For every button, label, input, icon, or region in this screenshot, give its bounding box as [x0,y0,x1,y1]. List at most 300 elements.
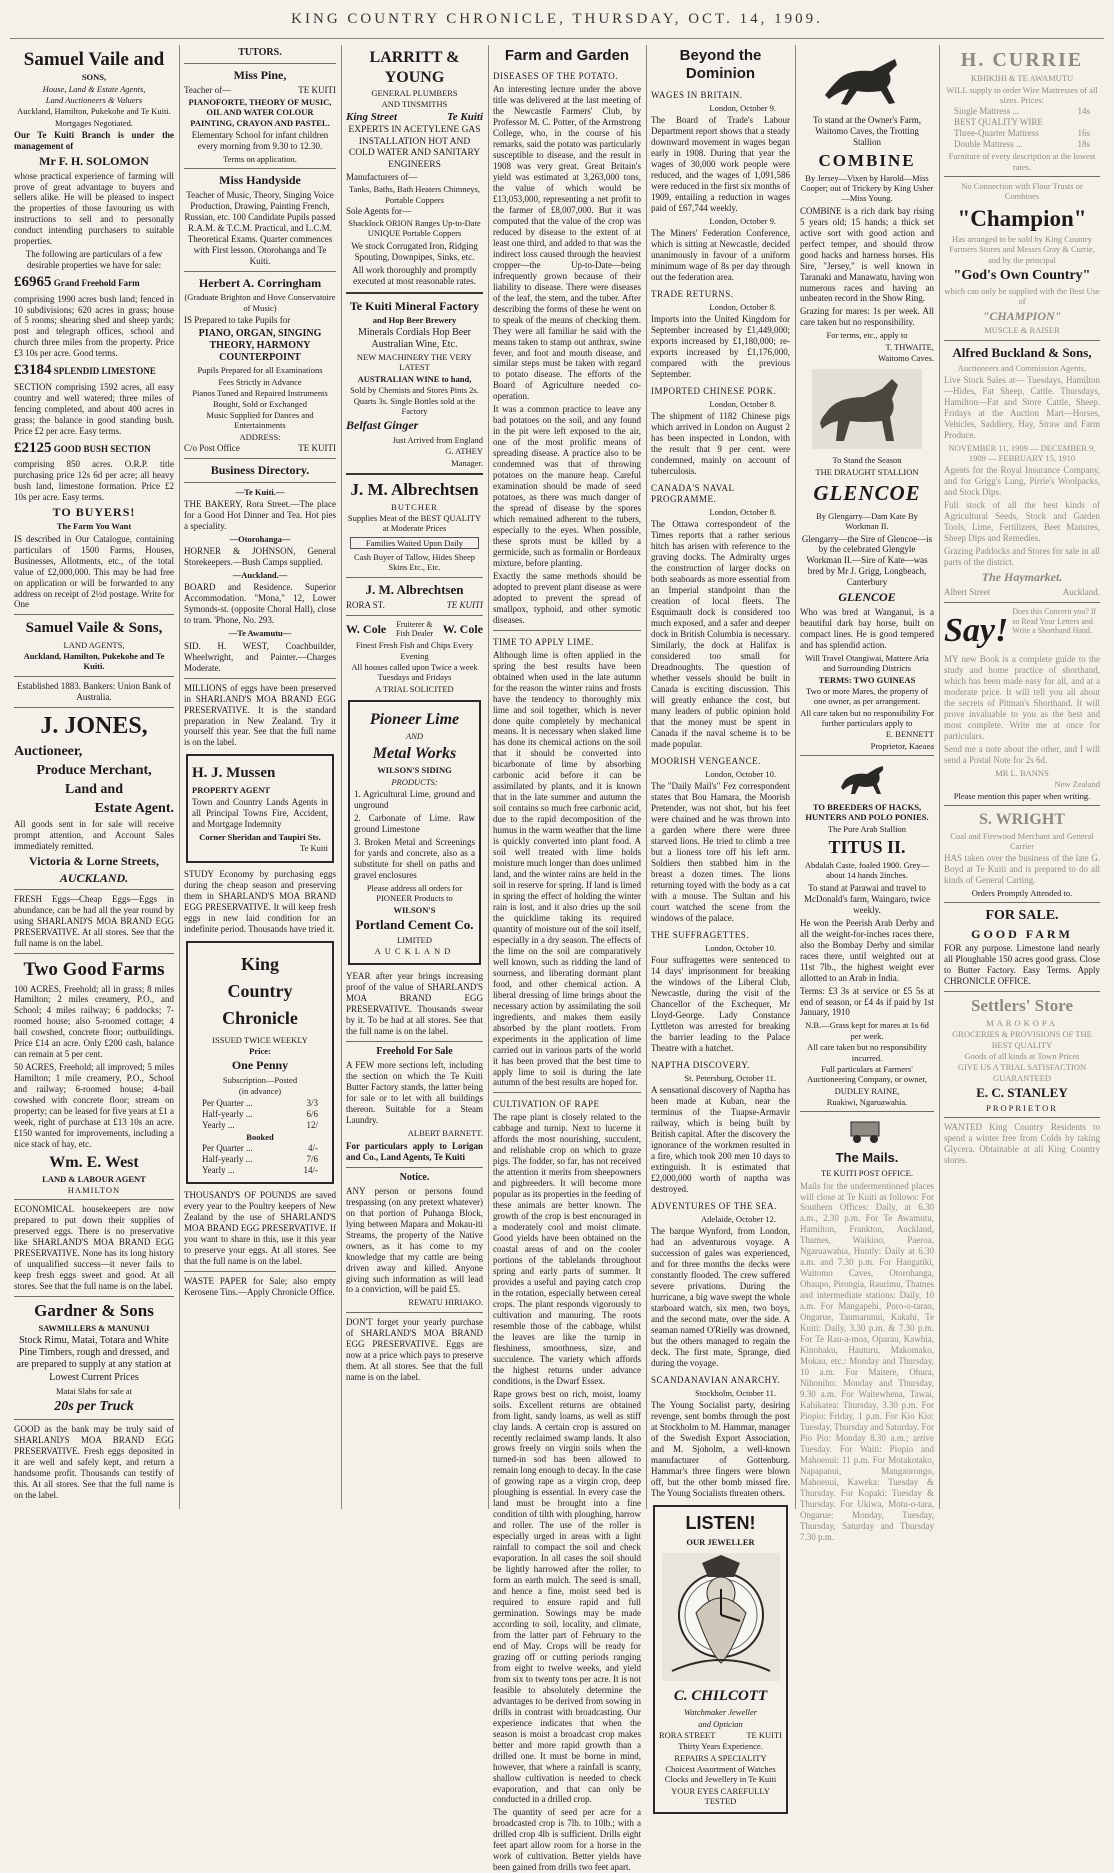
albrechtsen-cash: Cash Buyer of Tallow, Hides Sheep Skins Etc., Etc. [354,552,475,573]
rate-label: Three-Quarter Mattress [954,128,1039,139]
banns-place: New Zealand [1054,779,1100,790]
news-body: The Young Socialist party, desiring revenge, sent bombs through the post at Stockholm to M. Hammar, manager of the Swedish Export Association, and M. Sjoholm, a well-known manufacturer of Gottenburg. Hammar's three fingers were blown off, but the other bomb missed fire. The Young Socialists threaten others. [651,1400,790,1498]
arab-horse-icon [837,762,897,796]
corringham-music: Music Supplied for Dances and Entertainments [206,409,314,431]
larritt-sub1: GENERAL PLUMBERS [371,88,458,99]
news-date: London, October 8. [709,398,776,409]
combine-stand: To stand at the Owner's Farm, Waitomo Caves, the Trotting Stallion [813,115,921,147]
sec-auckland: —Auckland.— [232,570,288,581]
cole-body: Finest Fresh Fish and Chips Every Evening [355,640,474,661]
kc-booked: Booked [246,1131,274,1142]
p3-head: GOOD BUSH SECTION [53,443,151,454]
cole-left: W. Cole [346,622,387,637]
gardner-price: 20s per Truck [54,1399,134,1415]
buckland-body: Live Stock Sales at— Tuesdays, Hamilton—Hides, Fat Sheep, Cattle. Thursdays, Hamilton—Fat and Store Cattle, Sheep. Fridays at the Auction Mart—Horses, Vehicles, Saddlery, Hay, Straw and Farm Produce. [944,374,1100,440]
good-body: GOOD as the bank may be truly said of SHARLAND'S MOA BRAND EGG PRESERVATIVE. Fresh eggs deposited in it are well and safely kept, and return a handsome profit. Thousands can testify of this. At all stores. See that the full name is on the label. [14,1424,174,1501]
news-head: CANADA'S NAVAL PROGRAMME. [651,483,735,505]
sec-tekuiti: —Te Kuiti.— [235,486,285,497]
news-body: The barque Wynford, from London, had an adventurous voyage. A succession of gales was experienced, and for three months the decks were constantly flooded. The crew suffered severe privations. During the hurricane, a big wave swept the whole starboard watch, six men, two boys, and the second mate, over the side. A seaman named O'Rielly was drowned, but the others managed to regain the deck. The first mate, Sprange, died during the voyage. [651,1226,790,1368]
econ-body: ECONOMICAL housekeepers are now prepared to put down their supplies of preserved eggs. There is no preservative like SHARLAND'S MOA BRAND EGG PRESERVATIVE. None has its long history of unqualified success—it never fails to keep fresh eggs sweet and good. At all stores. See that the full name is on the label. [14,1204,174,1292]
combine-terms: For terms, etc., apply to [826,330,908,341]
rate-value: 18s [1077,139,1090,150]
rate-value: 6/6 [306,1108,318,1119]
say-does: Does this Concern you? If so Read Your Letters and Write a Shorthand Hand. [1012,606,1097,636]
rate-label: Yearly ... [202,1119,235,1130]
gardner-body: Stock Rimu, Matai, Totara and White Pine Timbers, rough and dressed, and are prepared to supply at any station at Lowest Current Prices [16,1335,172,1383]
settlers-sub: GROCERIES & PROVISIONS OF THE BEST QUALITY [952,1029,1092,1050]
listen-title: LISTEN! [685,1512,756,1533]
jeweller-sub: OUR JEWELLER [686,1536,755,1547]
pine-terms: Terms on application. [223,153,297,164]
west-sub: LAND & LABOUR AGENT [42,1173,146,1184]
clock-figure-illustration [662,1553,780,1681]
wright-orders: Orders Promptly Attended to. [971,888,1073,899]
jones-body: All goods sent in for sale will receive prompt attention, and Account Sales immediately remitted. [14,819,174,852]
pioneer-products: PRODUCTS: [391,776,438,787]
ginger-title: Belfast Ginger [346,418,419,433]
buyers-body: IS described in Our Catalogue, containing particulars of 1500 Farms, Houses, Businesses, Allotments, etc., of the total value of £2,000,000. This may be had free on application or will be forwarded to any address on receipt of 2½d postage. Write for One [14,533,174,610]
vaile-title: Samuel Vaile and [23,49,165,70]
glencoe-stand: To Stand the Season [832,455,902,466]
vaile2-est: Established 1883. Bankers: Union Bank of Australia. [17,680,171,702]
farm-garden-title: Farm and Garden [504,47,630,64]
larritt-work: All work thoroughly and promptly executed at most reasonable rates. [352,264,477,286]
combine-by: By Jersey—Vixen by Harold—Miss Cooper; out of Trickery by King Usher—Miss Young. [800,172,934,204]
jones-l1: Auctioneer, [14,744,83,760]
rate-value: 14s [1077,106,1090,117]
albrechtsen-fam: Families Waited Upon Daily [350,537,479,549]
pioneer-p3: 3. Broken Metal and Screenings for yards and concrete, also as a substitute for shell on paths and gravel enclosures [354,836,475,880]
albrechtsen2-st: RORA ST. [346,599,385,610]
titus-body: He won the Peerish Arab Derby and all the weight-for-inches races there, also the Bombay Derby and similar races there, until weighted out at 11st 7lb., the highest weight ever allotted to an Arab in India. [800,917,934,983]
settlers-title: Settlers' Store [970,996,1074,1016]
p1-head: Grand Freehold Farm [53,278,140,289]
corringham-exams: Pupils Prepared for all Examinations [197,365,323,376]
wanted: WANTED King Country Residents to spend a winter free from Colds by taking Glycera. Obtainable at all King Country stores. [944,1122,1100,1166]
cole-houses: All houses called upon Twice a week Tuesdays and Fridays [351,661,478,683]
pine-town: TE KUITI [298,84,336,95]
handyside-name: Miss Handyside [219,173,301,188]
vaile-line1: House, Land & Estate Agents, [42,83,146,94]
west-title: Wm. E. West [49,1154,139,1172]
west-coach: SID. H. WEST, Coachbuilder, Wheelwright, and Painter.—Charges Moderate. [184,640,336,673]
cole-trial: A TRIAL SOLICITED [375,683,454,694]
news-body: The shipment of 1182 Chinese pigs which arrived in London on August 2 has been inspected in London, with the result that 9 per cent. were condemned, mainly on account of tuberculosis. [651,411,790,477]
combine-town: Waitomo Caves. [878,353,934,364]
say-title: Say! [944,611,1009,649]
directory-head: Business Directory. [210,462,310,477]
kc-title2: Country [227,980,293,1001]
breeders: TO BREEDERS OF HACKS, HUNTERS AND POLO PONIES. [805,802,929,823]
newspaper-page [10,39,1104,1873]
corringham-subjects: PIANO, ORGAN, SINGING THEORY, HARMONY COUNTERPOINT [198,327,322,364]
pioneer-title1: Pioneer Lime [369,710,460,728]
glencoe-body: Who was bred at Wanganui, is a beautiful dark bay horse, built on compact lines. He is good tempered and has splendid action. [800,606,934,650]
mineral-wine-body: Sold by Chemists and Stores Pints 2s. Quarts 3s. Single Bottles sold at the Factory [350,385,479,416]
article-para: The rape plant is closely related to the cabbage and turnip. Next to lucerne it affords the most nourishing, succulent, and relishable crop on which to graze pigs. The fodder, so far, has not received the attention it merits from sheepowners and pigbreeders. It will become more popular as its properties in the feeding of these animals are better known. The growth of the crop is best encouraged in a moderately cool and moist climate. Good yields have been obtained on the coastal areas of and on the cooler portions of the tablelands throughout spring and early parts of summer. It provides a useful and paying catch crop in the rotation, especially between cereal crops. The plant responds vigorously to cultivation and manuring. The roots resemble those of the cabbage, whilst the leaves are like the turnip in fleshiness, smoothness, size, and succulence. The variety which affords the highest returns under advance conditions, is the Dwarf Essex. [493,1112,641,1386]
pioneer-ltd: LIMITED [397,934,432,945]
barnett-part: For particulars apply to Lorigan and Co., Land Agents, Te Kuiti [346,1140,483,1162]
p1-price: £6965 [14,274,52,291]
corringham-name: Herbert A. Corringham [198,275,322,290]
cole-right: W. Cole [442,622,483,637]
goodfarm-title: GOOD FARM [971,926,1073,941]
news-body: Imports into the United Kingdom for September increased by £1,449,000; exports increased by £1,180,000; re-exports increased by £1,176,000, compared with the previous September. [651,314,790,380]
corringham-addr: C/o Post Office [184,442,240,453]
albrechtsen2-title: J. M. Albrechtsen [365,581,464,597]
article-para: An interesting lecture under the above title was delivered at the last meeting of the Newcastle Farmers' Club, by Professor M. C. Potter, of the Armstrong College, who, in the course of his remarks, said the potato was particularly susceptible to disease, and the result in 1908 was very great. Great Britain's yield was estimated at 3,263,000 tons, the value of which would be £13,053,000, representing a net profit to the farmer of £8,007,000. But it was computed that the value of the crop was reduced by disease to the extent of at least one third, and added to that was the indirect loss caused through the heaviest cropper—the Up-to-Date—being infrequently grown because of their liability to disease. There were diseases of the leaf, the stem, and the tuber. After describing the forms of these he went on to speak of the means of checking them. They were all familiar he said with the means taken to stamp out anthrax, swine fever, and foot and mouth disease, and similar steps must be taken with regard to potato disease. The efforts of the Board of Agriculture needed co-operation. [493,84,641,402]
p3-body: comprising 850 acres. O.R.P. title purchasing price 12s 6d per acre; all heavy bush land, limestone formation. Price £2 10s per acre. Easy terms. [14,458,174,502]
titus-part: Full particulars at Farmers' Auctioneering Company, or owner, [807,1063,927,1085]
mineral-title: Te Kuiti Mineral Factory [349,298,480,313]
article-para: It was a common practice to leave any bad potatoes on the soil, and any found in the pit were left exposed to the air, one of the most prolific means of spreading disease. A practice also to be condemned was that of throwing potatoes on the manure heap. Careful examination should be made of seed potatoes, as there was much danger of the spread of disease by the spores which remained adherent to the tubers, especially to the eyes. When possible, these sprots must be killed by a germicide, such as formalin or Bordeaux mixture, before planting. [493,404,641,568]
mineral-new: NEW MACHINERY THE VERY LATEST [356,352,473,373]
pioneer-p2: 2. Carbonate of Lime. Raw ground Limestone [354,813,475,834]
article-para: Rape grows best on rich, moist, loamy soils. Excellent returns are obtained from light, sandy loams, as well as stiff clay lands. A certain crop is assured on recently reclaimed swamp lands. It also grows freely on virgin soils when the turned-in sod has been allowed to remain long enough to decay. In the case of growing rape as a virgin crop, deep ploughing is essential. In every case the land must be brought into a fine condition of tilth with ploughing, harrow and roller. The use of the roller is especially urged in areas with a light rainfall to compact the soil and check evaporation. In all cases the soil should be lightly harrowed after the roller, to form an earth mulch. The seed is small, and hence a fine, moist seed bed is required to ensure rapid and full germination. Sowings may be made according to soil, locality, and climate, from the latter part of February to the end of May. Crops will be ready for grazing off or cutting periods ranging from eight to twelve weeks, and yield from six to twenty tons per acre. It is not feasible to absolutely determine the advantages to be derived from sowing in drills in contrast with broadcasting. Our experience indicates that when the season is moist a broadcast crop makes better and more rapid growth than a drilled one. It must be borne in mind, however, that where a rainfall is scanty, shallow cultivation is needed to check evaporation, and that can only be conducted in a drilled crop. [493,1388,641,1805]
west-town: HAMILTON [67,1184,121,1195]
rate-label: Per Quarter ... [202,1143,253,1154]
news-head: TRADE RETURNS. [651,288,734,299]
champion-title: "Champion" [957,205,1087,231]
vaile2-title: Samuel Vaile & Sons, [25,620,163,637]
column-7 [940,45,1104,1513]
corringham-addr-town: TE KUITI [298,442,336,453]
ginger-sub: Just Arrived from England [392,434,483,445]
vaile-towns: Auckland, Hamilton, Pukekohe and Te Kuiti. [17,106,171,117]
column-1 [10,45,178,1513]
glencoe-prop: Proprietor, Kaeaea [870,740,934,751]
buckland-seeds: Full stock of all the best kinds of Agricultural Seeds, Stock and Garden Tools, Lime, Fertilizers, Beet Manures, Sheep Dips and Remedies. [944,500,1100,544]
masthead: KING COUNTRY CHRONICLE, THURSDAY, OCT. 14, 1909. [10,0,1104,39]
news-date: London, October 10. [705,768,776,779]
titus-stand: To stand at Parawai and travel to McDonald's farm, Waingaro, twice weekly. [804,882,930,915]
glencoe-by: By Glengarry—Dam Kate By Workman II. [816,510,918,532]
news-head: NAPTHA DISCOVERY. [651,1059,750,1070]
forsale-title: FOR SALE. [985,908,1059,924]
jones-title: J. JONES, [40,712,148,739]
titus-terms: Terms: £3 3s at service or £5 5s at end of season, or £4 4s if paid by 1st January, 1910 [800,985,934,1018]
freehold-head: Freehold For Sale [376,1046,453,1058]
rate-label: Half-yearly ... [202,1108,253,1119]
news-head: MOORISH VENGEANCE. [651,755,761,766]
rate-value: 4/- [308,1143,318,1154]
article-para: Although lime is often applied in the spring the best results have been obtained when used in the late autumn for the reason the winter rains and frosts have the tendency to thoroughly mix lime and soil together, which is never done quite completely by mechanical means. It is necessary when slaked lime has done its chemical actions on the soil that it should be converted into bicarbonate of lime by absorbing carbonic acid before it can be assimilated by plants, and it is known that in the late summer and autumn the soil contains so much free carbonic acid, due to the rapid decomposition of the humus in the warm weather that the lime is quickly converted into plant food. A soil well treated with lime holds moisture much longer than does unlimed land, and the winter rains are held in the soil in reserve for spring. If land is limed in spring the effect of holding the winter rain is lost, and it also dries up the soil the quicklime taking its required quantity of moisture out of the soil itself, especially in a dry season. The effects of the lime on the soil are comparatively well known, such as ridding the land of sourness, and liberating dormant plant food, and other chemical action. A liberal dressing of lime brings about the necessary action by assimilating the soil ingredients, and makes them easily absorbed by the plant rootlets. From experiments in the application of lime carried out in various parts of the world it has been proved that the best time to apply lime to soil is during the late autumn of the best results are hoped for. [493,649,641,1088]
news-date: London, October 10. [705,942,776,953]
p3-price: £2125 [14,439,52,456]
notice-head: Notice. [399,1171,430,1183]
vaile-following: The following are particulars of a few desirable properties we have for sale: [25,249,163,271]
glencoe-travel: Will Travel Otangiwai, Mattere Aria and Surrounding Districts [805,652,929,674]
news-body: Four suffragettes were sentenced to 14 days' imprisonment for breaking the windows of the Liberal Club, Newcastle, during the visit of the Chancellor of the Exchequer, Mr Lloyd-George. Lady Constance Lyttleton was arrested for breaking the barrier leading to the Palace Theatre with a hatchet. [651,955,790,1053]
currie-sub: KIHIKIHI & TE AWAMUTU [970,73,1074,84]
pioneer-ad [348,700,481,966]
handyside-body: Teacher of Music, Theory, Singing Voice Production, Drawing, Painting French, Russian, etc. 100 Candidate Pupils passed R.A.M. & T.C.M. Practical, and L.C.M. Theoretical Exams. Quarter commences with First lesson. Otorohanga and Te Kuiti. [184,189,336,266]
vaile-branch: Our Te Kuiti Branch is under the management of [14,129,174,151]
corringham-tuned: Pianos Tuned and Repaired Instruments Bought, Sold or Exchanged [192,388,328,409]
chilcott-role1: Watchmaker Jeweller [683,1707,758,1718]
jones-addr2: AUCKLAND. [59,870,129,885]
rate-value: 7/6 [306,1153,318,1164]
article-head: CULTIVATION OF RAPE [493,1099,600,1110]
albrechtsen-title: J. M. Albrechtsen [350,479,479,499]
p2-price: £3184 [14,362,52,379]
rate-label: Per Quarter ... [202,1097,253,1108]
jones-l4: Estate Agent. [94,801,174,817]
rate-label: Single Mattress ... [954,106,1020,117]
mineral-line: Minerals Cordials Hop Beer Australian Wine, Etc. [357,326,472,350]
settlers-give: GIVE US A TRIAL SATISFACTION GUARANTEED [957,1062,1087,1083]
news-date: Stockholm, October 11. [695,1387,776,1398]
barnett: ALBERT BARNETT. [407,1128,483,1139]
pioneer-p1: 1. Agricultural Lime, ground and unground [354,789,475,811]
godsown-body: which can only be supplied with the Best Use of [944,285,1100,307]
buyers-head: TO BUYERS! [52,504,136,519]
goodfarm-body: FOR any purpose. Limestone land nearly all Ploughable 150 acres good grass. Close to Butter Factory. Easy Terms. Apply CHRONICLE OFFICE. [944,943,1100,987]
settlers-town: MAROKOPA [986,1017,1058,1028]
news-head: WAGES IN BRITAIN. [651,89,743,100]
column-2 [180,45,340,1513]
corringham-fees: Fees Strictly in Advance [218,376,302,387]
combine-title: COMBINE [818,150,916,170]
board: BOARD and Residence. Superior Accommodation. "Mona," 12, Lower Symonds-st. (opposite Choral Hall), close to tram. 'Phone, No. 293. [184,582,336,626]
stanley-name: E. C. STANLEY [976,1084,1068,1100]
rate-label: Double Mattress ... [954,139,1023,150]
larritt-agents: Sole Agents for— [346,206,411,217]
news-date: Adelaide, October 12. [700,1213,776,1224]
titus-foaled: Abdalah Caste, foaled 1900. Grey—about 14 hands 2inches. [804,860,930,881]
news-head: THE SUFFRAGETTES. [651,929,750,940]
jones-l3: Land and [65,782,123,798]
rate-label: BEST QUALITY WIRE [954,117,1043,128]
champion2: "CHAMPION" [982,308,1062,323]
mussen-addr: Corner Sheridan and Taupiri Sts. [199,831,321,842]
rate-value: 14/- [303,1164,318,1175]
thousands: THOUSAND'S OF POUNDS are saved every year to the Poultry keepers of New Zealand by the use of SHARLAND'S MOA BRAND EGG PRESERVATIVE. If you want to share in this, use it this year to preserve your eggs. At all stores. See that the full name is on the label. [184,1189,336,1266]
notice-body: ANY person or persons found trespassing (on any pretext whatever) on that portion of Puhanga Block, lying between Mapara and Mokau-iti Streams, the property of the Native owners, as it has come to my knowledge that my cattle are being driven away and killed. Anyone giving such information as will lead to a conviction, will be paid £5. [346,1185,483,1295]
column-5 [647,45,794,1807]
news-date: London, October 9. [709,102,776,113]
p2-body: SECTION comprising 1592 acres, all easy country and well watered; three miles of fencing completed, and about 400 acres in grass; the balance in good standing bush. Price £2 per acre. Easy terms. [14,381,174,436]
athey-name: G. ATHEY [445,446,483,457]
pioneer-siding: WILSON'S SIDING [377,765,452,776]
combine-grazing: Grazing for mares: 1s per week. All care taken but no responsibility. [800,306,934,328]
rate-value: 3/3 [306,1097,318,1108]
pine-subjects: PIANOFORTE, THEORY OF MUSIC, OIL AND WATER COLOUR PAINTING, CRAYON AND PASTEL. [188,96,332,128]
pine-school: Elementary School for infant children every morning from 9.30 to 12.30. [191,129,329,151]
article-para: Exactly the same methods should be adopted to prevent plant disease as were adopted to prevent the spread of smallpox, typhoid, and other symotic diseases. [493,570,641,625]
horner: HORNER & JOHNSON, General Storekeepers.—Bush Camps supplied. [184,546,336,568]
stanley-role: PROPRIETOR [986,1102,1058,1113]
larritt-title: LARRITT & YOUNG [369,49,460,86]
dont-forget: DON'T forget your yearly purchase of SHARLAND'S MOA BRAND EGG PRESERVATIVE. Eggs are now at a price which pays to preserve them. At all stores. See that the full name is on the label. [346,1316,483,1382]
pine-teacher: Teacher of— [184,84,232,95]
waste: WASTE PAPER for Sale; also empty Kerosene Tins.—Apply Chronicle Office. [184,1275,336,1297]
p2-head: SPLENDID LIMESTONE [53,366,156,377]
pioneer-town: AUCKLAND [374,946,455,957]
titus-grass: N.B.—Grass kept for mares at 1s 6d per week. [805,1020,929,1041]
pioneer-orders: Please address all orders for PIONEER Products to [366,882,463,904]
pioneer-title2: Metal Works [372,744,457,762]
titus-owner: DUDLEY RAINE, [834,1085,900,1096]
news-date: London, October 9. [709,215,776,226]
news-body: The Miners' Federation Conference, which is sitting at Newcastle, decided unanimously in favour of a uniform minimum wage of 8s per day through out the federation area. [651,228,790,282]
chilcott-choice: Choicest Assortment of Watches Clocks and Jewellery in Te Kuiti [664,1764,777,1785]
buckland-sub: Auctioneers and Commission Agents, [957,362,1087,373]
larritt-stock: We stock Corrugated Iron, Ridging Spouting, Downpipes, Sinks, etc. [351,240,478,262]
news-list [651,90,790,1499]
kc-price-head: Price: [249,1046,271,1057]
champion-body: Has arranged to be sold by King Country Farmers Stores and Messrs Gray & Currie, and by the principal [949,233,1095,265]
larritt-town: Te Kuiti [447,110,483,123]
jones-l2: Produce Merchant, [36,763,152,779]
news-head: SCANDANAVIAN ANARCHY. [651,1374,781,1385]
champion2-sub: MUSCLE & RAISER [984,325,1060,336]
buyers-sub: The Farm You Want [56,521,132,532]
titus-intro: The Pure Arab Stallion [827,823,907,834]
say-body: MY new Book is a complete guide to the study and home practice of shorthand, which has been made easy for all, and at a moderate price. It will tell you all about the secrets of Pitman's Shorthand. It will prove invaluable to you as the best and most complete. Write me at once for particulars. [944,654,1100,741]
buckland-grazing: Grazing Paddocks and Stores for sale in all parts of the district. [944,546,1100,568]
currie-furn: Furniture of every description at the lowest rates. [948,151,1096,172]
chilcott-role2: and Optician [698,1718,743,1729]
cole-mid: Fruiterer & Fish Dealer [395,619,434,639]
vaile-body: whose practical experience of farming will prove of great advantage to buyers and sellers alike. He will be pleased to inspect the properties of those favouring us with instructions to sell and to personally conduct intending purchasers to suitable properties. [14,170,174,247]
column-6 [796,45,938,1542]
vaile-manager: Mr F. H. SOLOMON [39,153,149,168]
corringham-prep: IS Prepared to take Pupils for [184,314,291,325]
glencoe-terms: TERMS: TWO GUINEAS [818,674,916,685]
column-4 [489,45,645,1873]
news-head: ADVENTURES OF THE SEA. [651,1200,777,1211]
gardner-slabs: Matai Slabs for sale at [55,1385,132,1396]
news-date: London, October 8. [709,301,776,312]
chilcott-repairs: REPAIRS A SPECIALITY [674,1752,767,1763]
pioneer-wilson: WILSON'S [393,904,436,915]
kc-adv: (in advance) [238,1086,282,1097]
rate-label: Half-yearly ... [202,1153,253,1164]
pioneer-and: AND [406,731,423,742]
freehold-body: A FEW more sections left, including the section on which the Te Kuiti Butter Factory stands, the latter being for sale or to let with all buildings thereon. Suitable for a Steam Laundry. [346,1060,483,1126]
kc-price: One Penny [231,1058,289,1073]
larritt-mfr-list: Tanks, Baths, Bath Heaters Chimneys, Portable Coppers [349,184,480,205]
titus-care: All care taken but no responsibility incurred. [807,1042,927,1063]
haymarket-town: Auckland. [1062,586,1100,597]
larritt-expert: EXPERTS IN ACETYLENE GAS INSTALLATION HOT AND COLD WATER AND SANITARY ENGINEERS [348,125,481,170]
news-body: The Ottawa correspondent of the Times reports that a rather serious hitch has arisen with reference to the graving docks. The Admiralty urges the construction of larger docks on both seaboards as more essential from an Imperial standpoint than the creation of local fleets. The Esquimault dock is considered too much exposed, and a safer and deeper dock in British Columbia is necessary. Similarly, the dock at Halifax is considered too small for Dreadnoughts. The question of whether vessels should be built in Canada is exciting discussion. This will greatly enhance the cost, but many leaders of public opinion hold that the money must be spent in Canada if the naval scheme is to be made popular. [651,519,790,749]
wright-title: S. WRIGHT [979,810,1065,828]
draught-horse-illustration [812,369,922,449]
rewatu: REWATU HIRIAKO. [408,1297,483,1308]
glencoe-title: GLENCOE [813,481,921,506]
buckland-agents: Agents for the Royal Insurance Company, and for Grigg's Lung, Pirrie's Woolpacks, and Stock Dips. [944,465,1100,498]
tutors-head: TUTORS. [238,47,282,58]
kc-title1: King [240,953,279,974]
bakery: THE BAKERY, Rora Street.—The place for a Good Hot Dinner and Tea. Hot pies a speciality. [184,498,336,531]
corringham-grad: (Graduate Brighton and Hove Conservatoire of Music) [184,292,336,313]
banns-please: Please mention this paper when writing. [953,790,1091,801]
larritt-sub2: AND TINSMITHS [381,99,448,110]
chilcott-eyes: YOUR EYES CAREFULLY TESTED [671,1785,770,1807]
rate-value: 12/ [306,1119,318,1130]
larritt-street: King Street [346,110,398,123]
vaile-sons: SONS, [81,72,107,83]
mail-coach-icon [847,1118,887,1144]
kc-issued: ISSUED TWICE WEEKLY [212,1034,308,1045]
combine-body: COMBINE is a rich dark bay rising 5 years old; 15 hands; a thick set active sort with good action and perfect temper, and should throw good hacks and harness horses. His Sire, "Jersey," is well known in Taranaki and Manawatu, having won numerous races and having an unbeaten record in the Show Ring. [800,205,934,304]
pine-name: Miss Pine, [233,68,287,83]
albrechtsen-sub: BUTCHER [391,501,438,512]
wright-body: HAS taken over the business of the late G. Boyd at Te Kuiti and is prepared to do all kinds of General Carting. [944,853,1100,886]
sec-otorohanga: —Otorohanga— [229,533,291,544]
corringham-addr-head: ADDRESS: [239,431,281,442]
godsown-title: "God's Own Country" [953,267,1091,283]
mails-office: TE KUITI POST OFFICE. [821,1168,913,1179]
chilcott-ad [653,1505,788,1814]
athey-role: Manager. [451,457,483,468]
news-head: IMPORTED CHINESE PORK. [651,385,777,396]
mussen-ad [186,754,334,862]
kc-sub: Subscription—Posted [222,1075,298,1086]
rate-value: 16s [1077,128,1090,139]
glencoe-draught: THE DRAUGHT STALLION [815,466,919,477]
titus-town: Ruakiwi, Ngaruawahia. [826,1096,908,1107]
mails-body: Mails for the undermentioned places will close at Te Kuiti as follows: For Southern Offices: Daily, at 6.30 a.m., 2.30 p.m. For Te Awamutu, Hamilton, Frankton, Auckland, Thames, Waikino, Paeroa, Ngaruawahia, Huntly: Daily at 6.30 a.m. and 7.30 p.m. For Hangatiki, Waitomo Caves, Otorohanga, Ohaupo, Pirongia, Raurimu, Thames and intermediate stations: Daily, 10 a.m. For Mangapehi, Poro-o-tarao, Ongarue, Taumarunui, Kakahi, Te Kuiti: Daily, 3.30 p.m. & 7.30 p.m. For Te Rau-a-moa, Oparau, Kawhia, Kinohaku, Hauturu, Makomako, Mokau, etc.: Monday and Thursday, 10 a.m. For Maitere, Ohura, Nihoniho: Monday and Thursday, 9.30 a.m. For Waitewhena, Tawai, Kahikatea: Thursday, 3.30 p.m. For Piopio: Friday, 1 p.m. For Kio Kio: Tuesday, Thursday and Saturday. For Pio Pio: Monday 8.30 a.m.; arrive Tuesday. For Waiti: Piopio and Mahoenui: 11 p.m. For Motakotako, Napapanui, Mangaorongo, Mahoenui, Kaweka: Tuesday & Thursday. For Kopaki: Tuesday & Thursday. For Ukiwa, Motu-o-tara, Ongarue: Monday, Tuesday, Thursday, Saturday and Thursday 7.30 p.m. [800,1180,934,1542]
titus-title: TITUS II. [828,837,906,858]
chilcott-exp: Thirty Years Experience. [678,1741,763,1752]
mussen-town: Te Kuiti [300,843,328,854]
glencoe-owner: E. BENNETT [885,729,934,740]
mineral-sub: and Hop Beer Brewery [372,315,457,326]
currie-sub2: WILL supply to order Wire Mattresses of all sizes. Prices: [946,84,1098,106]
news-body: The "Daily Mail's" Fez correspondent states that Bou Hamara, the Moorish Pretender, was not shot, but his feet were chained and he was thrown into a garden where there were three starved lions. He tried to climb a tree but a lioness tore off his left arm. Soldiers then stabbed him in the breast a dozen times. The lions returning toyed with the body as a cat with a mouse. The Sultan and his court watched the scene from the windows of the palace. [651,781,790,923]
gardner-sub: SAWMILLERS & MANUNUI [38,1322,150,1333]
chilcott-st: RORA STREET [659,1730,716,1741]
larritt-agents-list: Shacklock ORION Ranges Up-to-Date UNIQUE Portable Coppers [348,218,481,239]
article-para: The quantity of seed per acre for a broadcasted crop is 7lb. to 10lb.; with a drilled crop 4lb is sufficient. Drills eight feet apart allow room for a horse in the work of cultivation. Better yields have been gained from drills two feet apart. [493,1807,641,1873]
vaile2-towns: Auckland, Hamilton, Pukekohe and Te Kuiti. [23,651,165,672]
pioneer-cement: Portland Cement Co. [355,916,474,932]
kc-title3: Chronicle [222,1008,298,1029]
farms-title: Two Good Farms [23,959,165,981]
article-head: TIME TO APPLY LIME. [493,636,594,647]
mineral-wine: AUSTRALIAN WINE to hand, [357,373,472,384]
p1-body: comprising 1990 acres bush land; fenced in 10 subdivisions; 620 acres in grass; house of 5 rooms; shearing shed and sheep yards; post and telegraph offices, school and church three miles from the property. Price £3 10s per acre. Good terms. [14,293,174,359]
haymarket-street: Albert Street [944,586,991,597]
sec-teawamutu: —Te Awamutu— [228,628,292,639]
millions: MILLIONS of eggs have been preserved in SHARLAND'S MOA BRAND EGG PRESERVATIVE. It is the standard preparation in New Zealand. Try it yourself this year. See that the full name is on the label. [184,682,336,748]
mussen-title: H. J. Mussen [192,765,276,782]
settlers-goods: Goods of all kinds at Town Prices [964,1050,1080,1061]
trotting-horse-icon [817,51,917,109]
wright-sub: Coal and Firewood Merchant and General Carrier [950,830,1094,851]
combine-owner: T. THWAITE, [885,341,934,352]
jones-addr1: Victoria & Lorne Streets, [29,854,159,869]
year-after: YEAR after year brings increasing proof of the value of SHARLAND'S MOA BRAND EGG PRESERVATIVE. Thousands swear by it. To be had at all stores. See that the full name is on the label. [346,971,483,1037]
vaile-line2: Land Auctioneers & Valuers [45,94,143,105]
column-3 [342,45,487,1513]
larritt-mfr: Manufacturers of— [346,172,418,183]
farm2: 50 ACRES, Freehold; all improved; 5 miles Hamilton; 1 mile creamery, P.O., School and railway; 6-roomed house; 4-bail cowshed with concrete floor; stream on property; can be leased for five years at £1 a week, right of purchase at £13 10s an acre. £150 wanted for improvements, including a nice stack of hay, etc. [14,1062,174,1150]
albrechtsen2-town: TE KUITI [446,599,483,610]
news-body: A sensational discovery of Naptha has been made at Kuban, near the terminus of the Tuapse-Armavir railway, which is being built by British capital. After the discovery the ignorance of the workmen resulted in a fire, which took 200 men 10 days to extinguish. It is estimated that £2,000,000 worth of naptha was destroyed. [651,1085,790,1194]
glencoe-mares: Two or more Mares, the property of one owner, as per arrangement. [806,685,928,707]
vaile-mort: Mortgages Negotiated. [55,117,133,128]
glencoe-title2: GLENCOE [838,590,896,605]
eggs-body: FRESH Eggs—Cheap Eggs—Eggs in abundance, can be had all the year round by using SHARLAND'S MOA BRAND EGG PRESERVATIVE. At all stores. See that the full name is on the label. [14,894,174,949]
haymarket-title: The Haymarket. [981,570,1063,585]
buckland-title: Alfred Buckland & Sons, [952,344,1092,360]
article-head: DISEASES OF THE POTATO. [493,71,618,82]
banns-body: Send me a note about the other, and I will send a Postal Note for 2s 6d. [944,743,1100,765]
